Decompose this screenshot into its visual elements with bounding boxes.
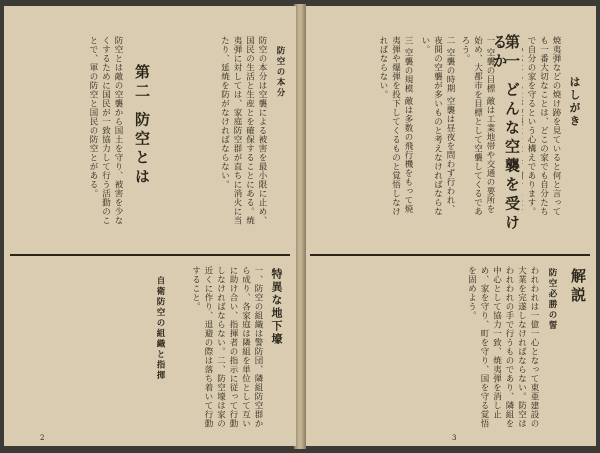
intro-title: はしがき [568, 76, 581, 128]
intro-text: 焼夷弾などの焼け跡を見ていると何と言っても一番大切なことは、どこの家でも自分たちで自分の家を守るという心構えであります。 [526, 36, 561, 216]
chapter1-para1: 一 空襲の目標 敵は工業地帯や交通の要所を始め、大都市を目標として空襲してくるであろう。 [460, 36, 495, 216]
chapter2-title: 第二 防空とは [133, 64, 151, 188]
bottom-title: 特異な地下壕 [270, 268, 283, 346]
chapter1-para2: 二 空襲の時期 空襲は昼夜を問わず行われ、夜間の空襲が多いものと考えなければならない。 [420, 36, 455, 216]
chapter1-title: 第一 どんな空襲を受けるか [490, 34, 521, 234]
chapter1-para3: 三 空襲の規模 敵は多数の飛行機をもって焼夷弾や爆弾を投下してくるものと覚悟しなければならない。 [378, 36, 413, 216]
right-page [304, 6, 596, 446]
page-number: 2 [40, 434, 45, 442]
chapter2-text: 防空とは敵の空襲から国土を守り、被害を少なくするために国民が一致協力して行う活動のことで、軍の防空と国民の防空とがある。 [88, 36, 123, 225]
section-rule [310, 254, 590, 256]
section-text: 防空の本分は空襲による被害を最小限に止め、国民の生活と生産とを確保することにある。焼夷弾に対しては、家庭防空群が直ちに消火に当たり、延焼を防がなければならない。 [219, 36, 267, 225]
bottom-subtitle: 自衛防空の組織と指揮 [155, 276, 165, 381]
commentary-text: われわれは一億一心となって東亜建設の大業を完遂しなければならない。防空はわれわれの手で行うものであり、隣組を中心として協力一致、焼夷弾を消し止め、家を守り、町を守り、国を守る覚悟を固めよう。 [466, 266, 539, 428]
section-title: 防空の本分 [275, 46, 285, 99]
bottom-text: 一、防空の組織は警防団、隣組防空群から成り、各家庭は隣組を単位として互いに助け合い、指揮者の指示に従って行動しなければならない。二、防空壕は家の近くに作り、退避の際は落ち着いて行動すること。 [190, 266, 263, 428]
left-page [4, 6, 296, 446]
page-number: 3 [452, 434, 457, 442]
section-rule-left [10, 254, 290, 256]
commentary-title: 解説 [569, 268, 587, 306]
commentary-subtitle: 防空必勝の誓 [547, 268, 557, 331]
